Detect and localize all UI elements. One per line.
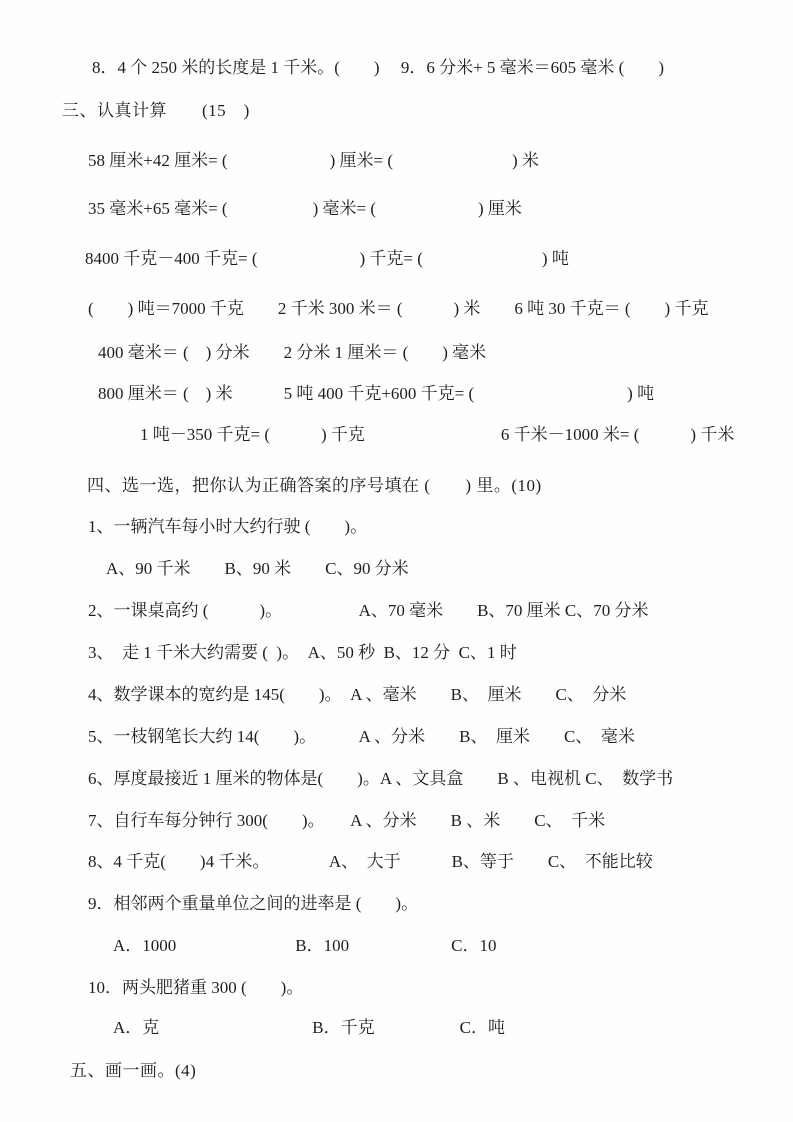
mc-q5: 5、一枝钢笔长大约 14( )。 A 、分米 B、 厘米 C、 毫米 [88, 727, 635, 746]
calc-line-2: 35 毫米+65 毫米= ( ) 毫米= ( ) 厘米 [88, 199, 522, 218]
mc-q1: 1、一辆汽车每小时大约行驶 ( )。 [88, 517, 368, 536]
tf-items-8-9: 8．4 个 250 米的长度是 1 千米。( ) 9．6 分米+ 5 毫米＝605 毫米 ( ) [92, 58, 664, 77]
calc-line-7: 1 吨－350 千克= ( ) 千克 6 千米－1000 米= ( ) 千米 [140, 425, 735, 444]
section3-heading: 三、认真计算 (15 ) [62, 101, 250, 120]
mc-q7: 7、自行车每分钟行 300( )。 A 、分米 B 、米 C、 千米 [88, 811, 606, 830]
calc-line-6: 800 厘米＝ ( ) 米 5 吨 400 千克+600 千克= ( ) 吨 [98, 384, 655, 403]
calc-line-3: 8400 千克－400 千克= ( ) 千克= ( ) 吨 [85, 249, 569, 268]
mc-q3: 3、 走 1 千米大约需要 ( )。 A、50 秒 B、12 分 C、1 时 [88, 643, 517, 662]
calc-line-1: 58 厘米+42 厘米= ( ) 厘米= ( ) 米 [88, 151, 539, 170]
mc-q2: 2、一课桌高约 ( )。 A、70 毫米 B、70 厘米 C、70 分米 [88, 601, 649, 620]
mc-q8: 8、4 千克( )4 千米。 A、 大于 B、等于 C、 不能比较 [88, 852, 653, 871]
calc-line-4: ( ) 吨＝7000 千克 2 千米 300 米＝ ( ) 米 6 吨 30 千克＝ ( ) 千克 [88, 299, 709, 318]
mc-q10: 10．两头肥猪重 300 ( )。 [88, 978, 304, 997]
calc-line-5: 400 毫米＝ ( ) 分米 2 分米 1 厘米＝ ( ) 毫米 [98, 343, 487, 362]
section4-heading: 四、选一选，把你认为正确答案的序号填在 ( ) 里。(10) [87, 476, 542, 495]
mc-q6: 6、厚度最接近 1 厘米的物体是( )。A 、文具盒 B 、电视机 C、 数学书 [88, 769, 674, 788]
mc-q9: 9．相邻两个重量单位之间的进率是 ( )。 [88, 894, 419, 913]
mc-q10-options: A．克 B．千克 C．吨 [113, 1018, 505, 1037]
mc-q9-options: A．1000 B．100 C．10 [113, 936, 497, 955]
section5-heading: 五、画一画。(4) [70, 1061, 197, 1080]
mc-q4: 4、数学课本的宽约是 145( )。 A 、毫米 B、 厘米 C、 分米 [88, 685, 627, 704]
mc-q1-options: A、90 千米 B、90 米 C、90 分米 [106, 559, 409, 578]
